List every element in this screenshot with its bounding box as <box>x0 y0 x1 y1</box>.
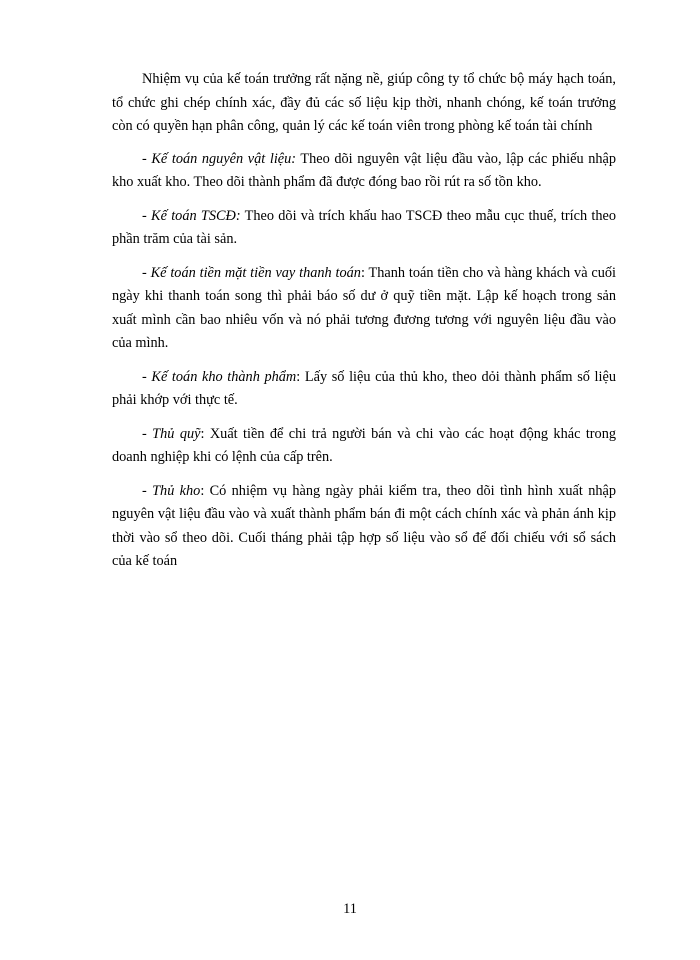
item-body: : Lấy số liệu của thủ kho, theo dỏi thành phẩm số liệu phải khớp với thực tế. <box>112 368 616 408</box>
item-body: : Có nhiệm vụ hàng ngày phải kiểm tra, theo dõi tình hình xuất nhập nguyên vật liệu đầu vào và xuất thành phẩm bán đi một cách chính xác và phản ánh kịp thời vào sổ theo dõi. Cuối tháng phải tập hợp số liệu vào sổ để đối chiếu với sổ sách của kế toán <box>112 482 616 569</box>
document-body <box>112 68 616 584</box>
item-prefix: - <box>142 207 152 224</box>
intro-paragraph: Nhiệm vụ của kế toán trưởng rất nặng nề, giúp công ty tổ chức bộ máy hạch toán, tổ chức ghi chép chính xác, đầy đủ các số liệu kịp thời, nhanh chóng, kế toán trưởng còn có quyền hạn phân công, quản lý các kế toán viên trong phòng kế toán tài chính <box>112 71 616 134</box>
item-accountant-finished-goods <box>112 366 616 413</box>
item-title: Kế toán tiền mặt tiền vay thanh toán <box>150 264 361 281</box>
item-accountant-cash-loans <box>112 262 616 356</box>
item-accountant-materials <box>112 148 616 195</box>
item-prefix: - <box>142 368 152 385</box>
item-cashier <box>112 423 616 470</box>
item-title: Kế toán nguyên vật liệu: <box>151 150 297 167</box>
item-title: Thủ quỹ <box>152 425 201 442</box>
item-body: Theo dõi và trích khấu hao TSCĐ theo mẫu cục thuế, trích theo phần trăm của tài sản. <box>112 207 616 247</box>
item-title: Thủ kho <box>152 482 201 499</box>
item-prefix: - <box>142 150 152 167</box>
item-accountant-fixed-assets <box>112 205 616 252</box>
item-body: : Thanh toán tiền cho và hàng khách và cuối ngày khi thanh toán song thì phải báo số dư ở quỹ tiền mặt. Lập kế hoạch trong sản xuất mình cần bao nhiêu vốn và nó phải tương đương tương với nguyên liệu đầu vào của mình. <box>112 264 616 351</box>
item-title: Kế toán kho thành phẩm <box>151 368 297 385</box>
item-prefix: - <box>142 264 151 281</box>
item-warehouse-keeper <box>112 480 616 574</box>
item-prefix: - <box>142 482 153 499</box>
item-title: Kế toán TSCĐ: <box>151 207 241 224</box>
page-number: 11 <box>343 901 357 917</box>
item-body: : Xuất tiền để chi trả người bán và chi vào các hoạt động khác trong doanh nghiệp khi có lệnh của cấp trên. <box>112 425 616 465</box>
item-prefix: - <box>142 425 153 442</box>
item-body: Theo dõi nguyên vật liệu đầu vào, lập các phiếu nhập kho xuất kho. Theo dõi thành phẩm đã được đóng bao rồi rút ra số tồn kho. <box>112 150 616 190</box>
